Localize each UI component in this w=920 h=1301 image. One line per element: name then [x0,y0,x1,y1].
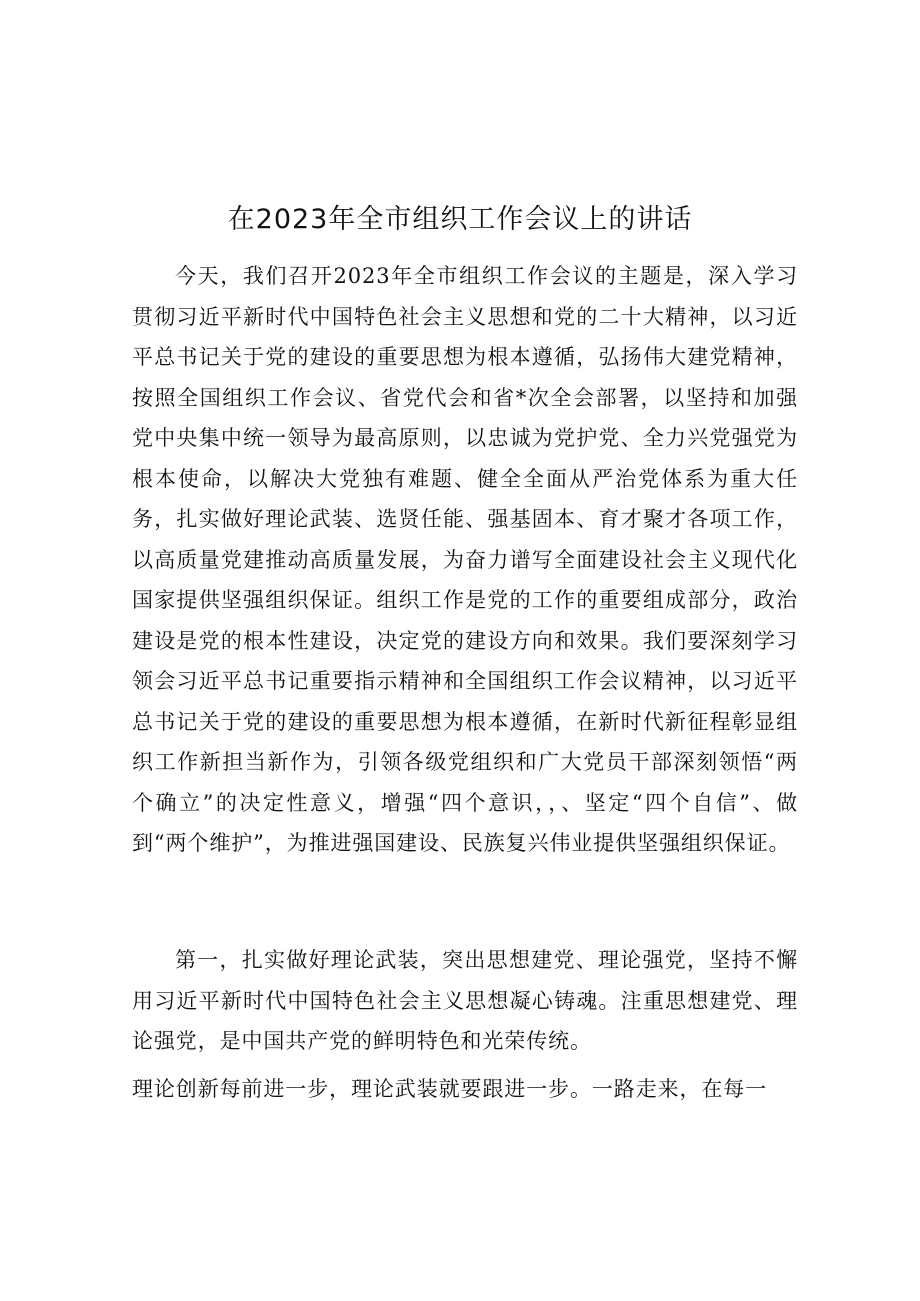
document-title: 在2023年全市组织工作会议上的讲话 [227,204,693,235]
paragraph-continuation: 理论创新每前进一步，理论武装就要跟进一步。一路走来，在每一 [132,1077,768,1101]
paragraph-intro: 今天，我们召开2023年全市组织工作会议的主题是，深入学习贯彻习近平新时代中国特色社会主义思想和党的二十大精神，以习近平总书记关于党的建设的重要思想为根本遵循，弘扬伟大建党精神，按照全国组织工作会议、省党代会和省*次全会部署，以坚持和加强党中央集中统一领导为最高原则，以忠诚为党护党、全力兴党强党为根本使命，以解决大党独有难题、健全全面从严治党体系为重大任务，扎实做好理论武装、选贤任能、强基固本、育才聚才各项工作，以高质量党建推动高质量发展，为奋力谱写全面建设社会主义现代化国家提供坚强组织保证。组织工作是党的工作的重要组成部分，政治建设是党的根本性建设，决定党的建设方向和效果。我们要深刻学习领会习近平总书记重要指示精神和全国组织工作会议精神，以习近平总书记关于党的建设的重要思想为根本遵循，在新时代新征程彰显组织工作新担当新作为，引领各级党组织和广大党员干部深刻领悟“两个确立”的决定性意义，增强“四个意识，，、坚定“四个自信”、做到“两个维护”，为推进强国建设、民族复兴伟业提供坚强组织保证。 [132,264,798,855]
paragraph-first-point: 第一，扎实做好理论武装，突出思想建党、理论强党，坚持不懈用习近平新时代中国特色社会主义思想凝心铸魂。注重思想建党、理论强党，是中国共产党的鲜明特色和光荣传统。 [132,948,798,1053]
